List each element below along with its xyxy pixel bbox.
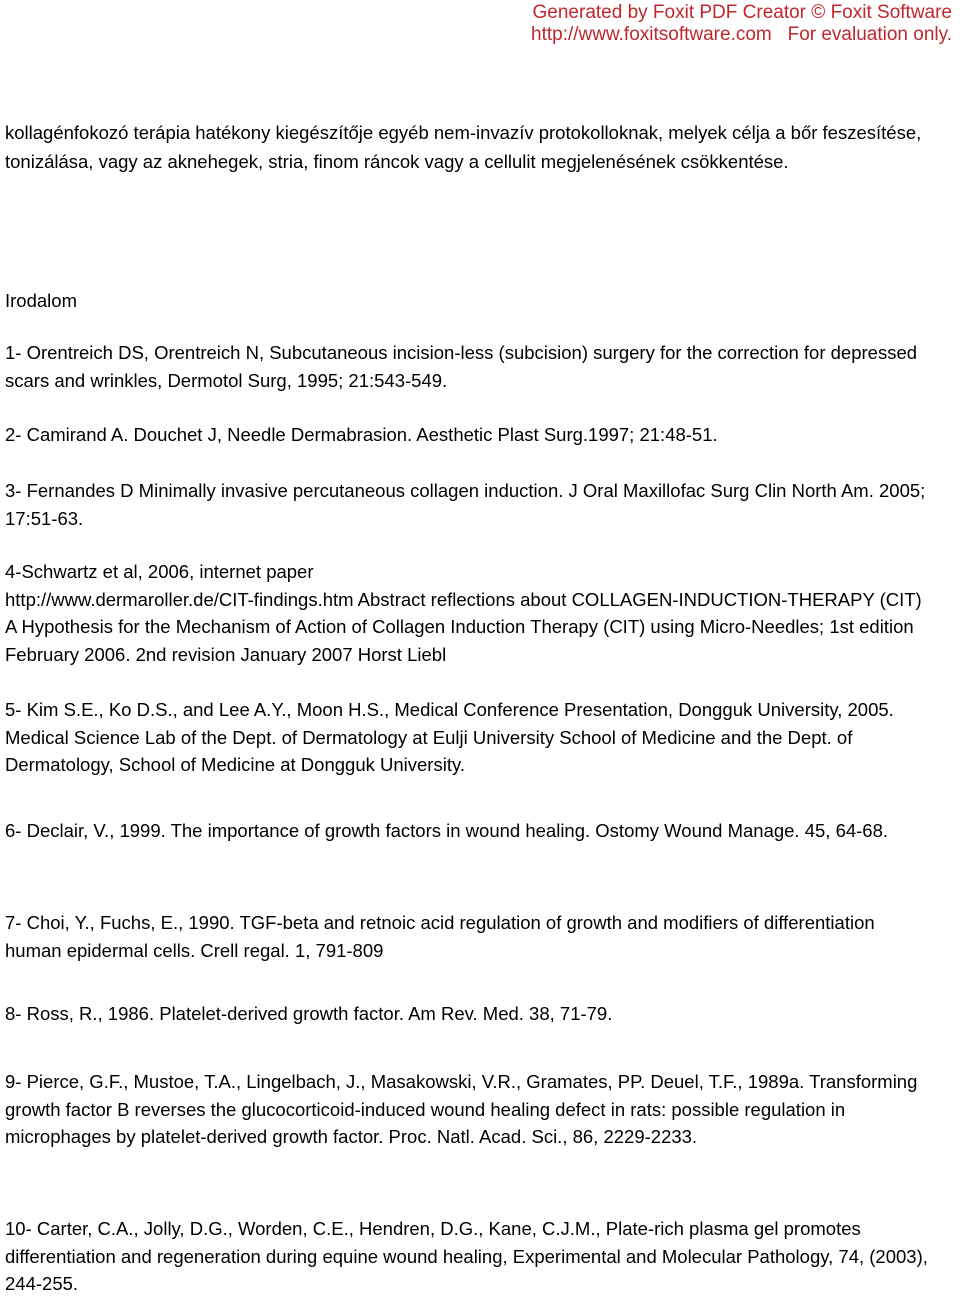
reference-item: [5, 817, 935, 845]
reference-text: 2- Camirand A. Douchet J, Needle Dermabrasion. Aesthetic Plast Surg.1997; 21:48-51.: [5, 424, 718, 445]
reference-text: 9- Pierce, G.F., Mustoe, T.A., Lingelbach, J., Masakowski, V.R., Gramates, PP. Deuel, T.F., 1989a. Transforming growth factor B reverses the glucocorticoid-induced wound healing defect in rats: possible regulation in microphages by platelet-derived growth factor. Proc. Natl. Acad. Sci., 86, 2229-2233.: [5, 1071, 918, 1147]
reference-text: http://www.dermaroller.de/CIT-findings.htm Abstract reflections about COLLAGEN-INDUCTION-THERAPY (CIT) A Hypothesis for the Mechanism of Action of Collagen Induction Therapy (CIT) using Micro-Needles; 1st edition February 2006. 2nd revision January 2007 Horst Liebl: [5, 588, 922, 665]
watermark-line-2: http://www.foxitsoftware.com For evaluation only.: [531, 24, 952, 45]
references-heading: Irodalom: [5, 290, 77, 311]
intro-paragraph: kollagénfokozó terápia hatékony kiegészítője egyéb nem-invazív protokolloknak, melyek célja a bőr feszesítése, tonizálása, vagy az aknehegek, stria, finom ráncok vagy a cellulit megjelenésének csökkentése.: [5, 122, 922, 172]
reference-item: [5, 339, 935, 394]
reference-text: 3- Fernandes D Minimally invasive percutaneous collagen induction. J Oral Maxillofac Surg Clin North Am. 2005; 17:51-63.: [5, 480, 926, 529]
reference-text: 6- Declair, V., 1999. The importance of growth factors in wound healing. Ostomy Wound Manage. 45, 64-68.: [5, 820, 889, 841]
reference-text: 8- Ross, R., 1986. Platelet-derived growth factor. Am Rev. Med. 38, 71-79.: [5, 1003, 613, 1024]
reference-item: [5, 477, 935, 532]
reference-text: 5- Kim S.E., Ko D.S., and Lee A.Y., Moon H.S., Medical Conference Presentation, Dongguk University, 2005. Medical Science Lab of the Dept. of Dermatology at Eulji University School of Medicine and the Dept. of Dermatology, School of Medicine at Dongguk University.: [5, 699, 894, 775]
reference-item: [5, 1068, 935, 1151]
watermark-line-1: Generated by Foxit PDF Creator © Foxit Software: [532, 2, 952, 23]
reference-item: [5, 558, 935, 668]
reference-item: [5, 421, 935, 449]
foxit-watermark: [531, 2, 952, 46]
reference-item: [5, 696, 935, 779]
reference-text: 10- Carter, C.A., Jolly, D.G., Worden, C.E., Hendren, D.G., Kane, C.J.M., Plate-rich plasma gel promotes differentiation and regeneration during equine wound healing, Experimental and Molecular Pathology, 74, (2003), 244-255.: [5, 1218, 928, 1294]
reference-item: [5, 909, 935, 964]
reference-text: 4-Schwartz et al, 2006, internet paper: [5, 561, 314, 582]
reference-text: 7- Choi, Y., Fuchs, E., 1990. TGF-beta and retnoic acid regulation of growth and modifiers of differentiation human epidermal cells. Crell regal. 1, 791-809: [5, 912, 875, 961]
reference-item: [5, 1000, 935, 1028]
reference-item: [5, 1215, 935, 1298]
reference-text: 1- Orentreich DS, Orentreich N, Subcutaneous incision-less (subcision) surgery for the correction for depressed scars and wrinkles, Dermotol Surg, 1995; 21:543-549.: [5, 342, 918, 391]
